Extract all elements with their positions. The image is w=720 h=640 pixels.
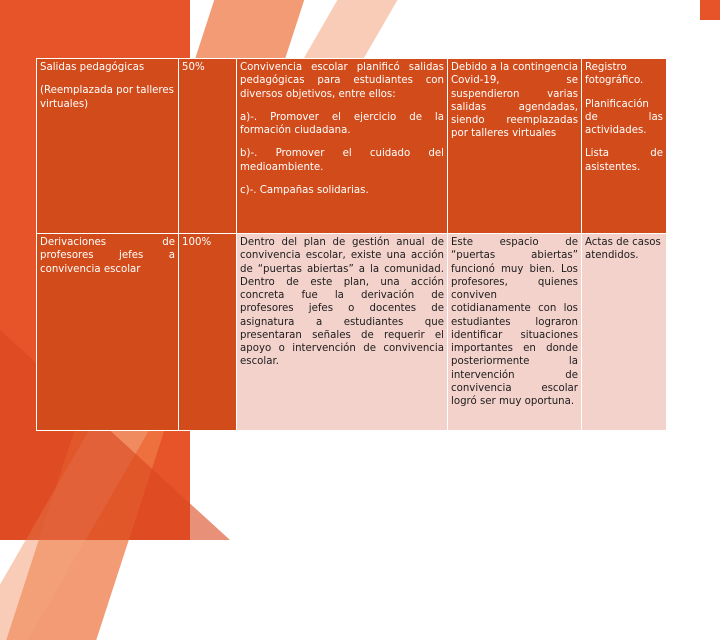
completion-cell <box>179 59 237 234</box>
description-text: Convivencia escolar planificó salidas pedagógicas para estudiantes con diversos objetivos, entre ellos: <box>240 62 444 100</box>
completion-value: 100% <box>182 237 212 248</box>
description-cell <box>237 59 448 234</box>
activity-cell <box>37 59 179 234</box>
observation-text: Este espacio de “puertas abiertas” funcionó muy bien. Los profesores, quienes conviven cotidianamente con los estudiantes lograron identificar situaciones importantes en donde posteriormente la intervención de convivencia escolar logró ser muy oportuna. <box>451 237 578 407</box>
verification-item: Planificación de las actividades. <box>585 98 663 136</box>
description-text: Dentro del plan de gestión anual de convivencia escolar, existe una acción de “puertas abiertas” a la comunidad. Dentro de este plan, una acción concreta fue la derivación de profesores jefes o docentes de asignatura a estudiantes que presentaran señales de requerir el apoyo o intervención de convivencia escolar. <box>240 237 444 368</box>
activity-name: Salidas pedagógicas <box>40 62 145 73</box>
description-item: c)-. Campañas solidarias. <box>240 184 369 196</box>
completion-cell <box>179 234 237 431</box>
description-item: b)-. Promover el cuidado del medioambiente. <box>240 148 444 173</box>
activity-name: Derivaciones de profesores jefes a convivencia escolar <box>40 237 175 275</box>
activities-table <box>36 58 667 431</box>
table-row <box>37 59 667 234</box>
verification-cell <box>582 234 667 431</box>
verification-item: Registro fotográfico. <box>585 62 644 87</box>
table-row <box>37 234 667 431</box>
verification-cell <box>582 59 667 234</box>
verification-item: Actas de casos atendidos. <box>585 237 661 262</box>
observation-text: Debido a la contingencia Covid-19, se suspendieron varias salidas agendadas, siendo reemplazadas por talleres virtuales <box>451 62 578 140</box>
observation-cell <box>448 234 582 431</box>
completion-value: 50% <box>182 62 205 73</box>
observation-cell <box>448 59 582 234</box>
verification-item: Lista de asistentes. <box>585 148 663 173</box>
activity-cell <box>37 234 179 431</box>
description-cell <box>237 234 448 431</box>
activity-note: (Reemplazada por talleres virtuales) <box>40 85 174 110</box>
description-item: a)-. Promover el ejercicio de la formación ciudadana. <box>240 111 444 136</box>
background-corner-accent <box>700 0 720 20</box>
